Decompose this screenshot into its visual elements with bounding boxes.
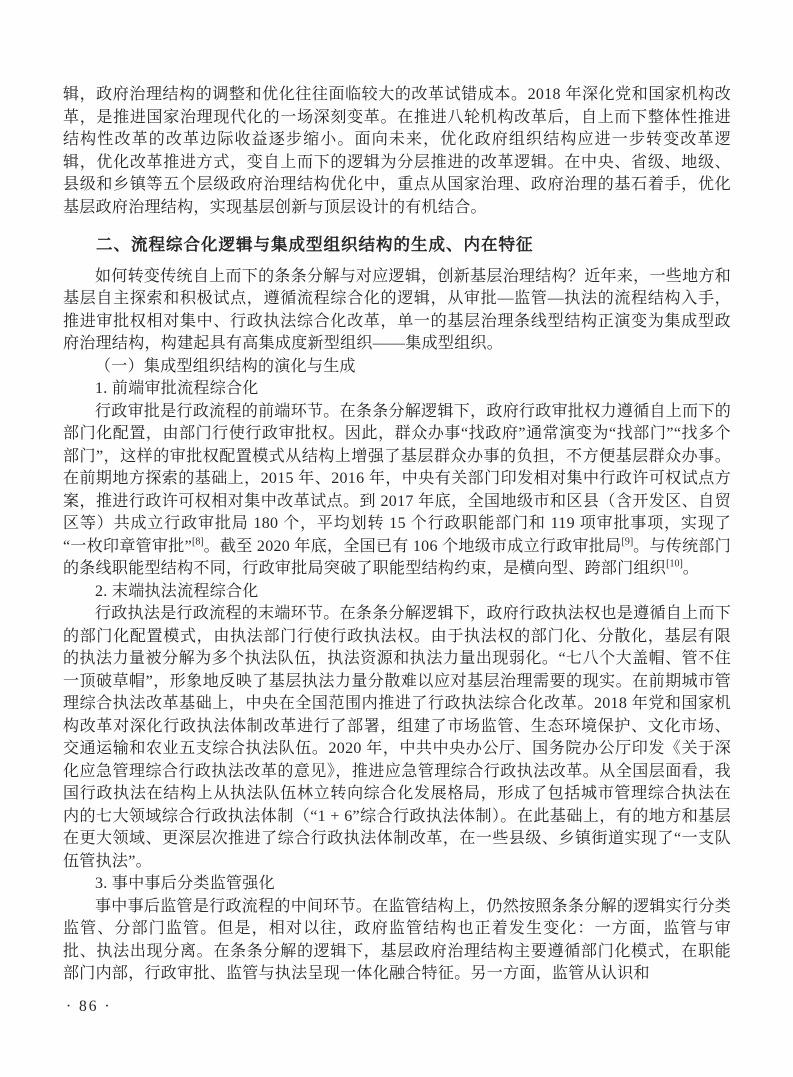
footnote-ref-9: [9] [621, 536, 634, 548]
paragraph-approval [63, 401, 731, 581]
item3-heading: 3. 事中事后分类监管强化 [95, 875, 275, 892]
paragraph-enforcement: 行政执法是行政流程的末端环节。在条条分解逻辑下，政府行政执法权也是遵循自上而下的部门化配置模式，由执法部门行使行政执法权。由于执法权的部门化、分散化，基层有限的执法力量被分解为多个执法队伍，执法资源和执法力量出现弱化。“七八个大盖帽、管不住一顶破草帽”，形象地反映了基层执法力量分散难以应对基层治理需要的现实。在前期城市管理综合执法改革基础上，中央在全国范围内推进了行政执法综合化改革。2018 年党和国家机构改革对深化行政执法体制改革进行了部署，组建了市场监管、生态环境保护、文化市场、交通运输和农业五支综合执法队伍。2020 年，中共中央办公厅、国务院办公厅印发《关于深化应急管理综合行政执法改革的意见》，推进应急管理综合行政执法改革。从全国层面看，我国行政执法在结构上从执法队伍林立转向综合化发展格局，形成了包括城市管理综合执法在内的七大领域综合行政执法体制（“1 + 6”综合行政执法体制）。在此基础上，有的地方和基层在更大领域、更深层次推进了综合行政执法体制改革，在一些县级、乡镇街道实现了“一支队伍管执法”。 [63, 605, 731, 870]
text-segment: 。与传统部门的条线职能型结构不同，行政审批局突破了职能型结构约束，是横向型、跨部门组织 [63, 537, 732, 577]
paragraph-intro: 如何转变传统自上而下的条条分解与对应逻辑，创新基层治理结构？近年来，一些地方和基层自主探索和积极试点，遵循流程综合化的逻辑，从审批—监管—执法的流程结构入手，推进审批权相对集中、行政执法综合化改革，单一的基层治理条线型结构正演变为集成型政府治理结构，构建起具有高集成度新型组织——集成型组织。 [63, 267, 731, 352]
footnote-ref-8: [8] [191, 536, 204, 548]
footnote-ref-10: [10] [666, 558, 683, 570]
text-segment: 。截至 2020 年底，全国已有 106 个地级市成立行政审批局 [203, 537, 622, 555]
section-heading: 二、流程综合化逻辑与集成型组织结构的生成、内在特征 [96, 236, 534, 254]
item2-heading: 2. 末端执法流程综合化 [95, 582, 259, 600]
paragraph-continuation: 辑，政府治理结构的调整和优化往往面临较大的改革试错成本。2018 年深化党和国家机构改革，是推进国家治理现代化的一场深刻变革。在推进八轮机构改革后，自上而下整体性推进结构性改革的改革边际收益逐步缩小。面向未来，优化政府组织结构应进一步转变改革逻辑，优化改革推进方式，变自上而下的逻辑为分层推进的改革逻辑。在中央、省级、地级、县级和乡镇等五个层级政府治理结构优化中，重点从国家治理、政府治理的基石着手，优化基层政府治理结构，实现基层创新与顶层设计的有机结合。 [63, 86, 731, 216]
paragraph-supervision: 事中事后监管是行政流程的中间环节。在监管结构上，仍然按照条条分解的逻辑实行分类监管、分部门监管。但是，相对以往，政府监管结构也正着发生变化：一方面，监管与审批、执法出现分离。在条条分解的逻辑下，基层政府治理结构主要遵循部门化模式，在职能部门内部，行政审批、监管与执法呈现一体化融合特征。另一方面，监管从认识和 [63, 897, 731, 982]
item1-heading: 1. 前端审批流程综合化 [95, 380, 259, 397]
text-segment: 。 [682, 560, 700, 577]
article-body [63, 84, 731, 986]
subsection-heading: （一）集成型组织结构的演化与生成 [95, 357, 356, 375]
text-segment: 行政审批是行政流程的前端环节。在条条分解逻辑下，政府行政审批权力遵循自上而下的部门化配置，由部门行使行政审批权。因此，群众办事“找政府”通常演变为“找部门”“找多个部门”，这样的审批权配置模式从结构上增强了基层群众办事的负担，不方便基层群众办事。在前期地方探索的基础上，2015 年、2016 年，中央有关部门印发相对集中行政许可权试点方案，推进行政许可权相对集中改革试点。到 2017 年底，全国地级市和区县（含开发区、自贸区等）共成立行政审批局 180 个，平均划转 15 个行政职能部门和 119 项审批事项，实现了“一枚印章管审批” [63, 402, 731, 555]
page-number: · 86 · [66, 998, 112, 1015]
